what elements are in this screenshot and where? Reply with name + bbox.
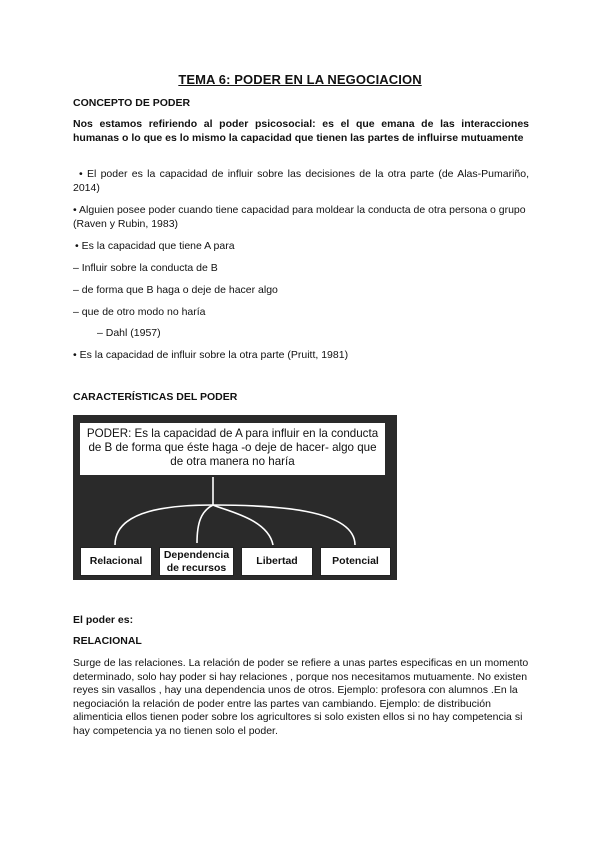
connector-dependencia <box>197 505 213 543</box>
bullet-item-3: • Es la capacidad que tiene A para <box>75 240 235 252</box>
definition-line-2: de B de forma que éste haga -o deje de hacer- algo que <box>88 441 377 454</box>
section-intro-el-poder-es: El poder es: <box>73 614 134 626</box>
dash-item-1: – Influir sobre la conducta de B <box>73 262 218 274</box>
category-dependencia-line-1: Dependencia <box>163 548 230 561</box>
relacional-paragraph: Surge de las relaciones. La relación de poder se refiere a unas partes especificas en un momento determinado, solo hay poder si hay relaciones , porque nos necesitamos mutuamente. No existen reyes sin vasallos , hay una dependencia unos de otros. Ejemplo: profesora con alumnos .En la negociación la relación de poder entre las partes van cambiando. Ejemplo: de distribución alimenticia ellos tienen poder sobre los agricultores si solo existen ellos si no hay competencia si hay competencia ya no tienen solo el poder. <box>73 657 529 737</box>
dash-item-3: – que de otro modo no haría <box>73 306 206 318</box>
category-libertad: Libertad <box>241 547 313 576</box>
section-heading-caracteristicas: CARACTERÍSTICAS DEL PODER <box>73 391 238 403</box>
bullet-item-2: • Alguien posee poder cuando tiene capacidad para moldear la conducta de otra persona o grupo (Raven y Rubin, 1983) <box>73 204 526 230</box>
section-heading-relacional: RELACIONAL <box>73 635 142 647</box>
definition-line-3: de otra manera no haría <box>170 455 295 468</box>
connector-libertad <box>213 505 273 545</box>
power-characteristics-diagram <box>73 415 397 580</box>
section-heading-concepto: CONCEPTO DE PODER <box>73 97 191 109</box>
intro-paragraph: Nos estamos refiriendo al poder psicosocial: es el que emana de las interacciones humanas o lo que es lo mismo la capacidad que tienen las partes de influirse mutuamente <box>73 118 529 144</box>
dash-item-2: – de forma que B haga o deje de hacer algo <box>73 284 278 296</box>
definition-line-1: PODER: Es la capacidad de A para influir en la conducta <box>86 427 379 440</box>
category-dependencia-recursos <box>159 547 234 576</box>
connector-potencial <box>213 505 355 545</box>
bullet-item-1: • El poder es la capacidad de influir sobre las decisiones de la otra parte (de Alas-Pumariño, 2014) <box>73 168 529 194</box>
category-relacional: Relacional <box>80 547 152 576</box>
page-title: TEMA 6: PODER EN LA NEGOCIACION <box>178 72 422 87</box>
bullet-item-4: • Es la capacidad de influir sobre la otra parte (Pruitt, 1981) <box>73 349 349 361</box>
citation-dahl: – Dahl (1957) <box>97 327 161 339</box>
category-potencial: Potencial <box>320 547 391 576</box>
category-dependencia-line-2: de recursos <box>166 561 227 574</box>
